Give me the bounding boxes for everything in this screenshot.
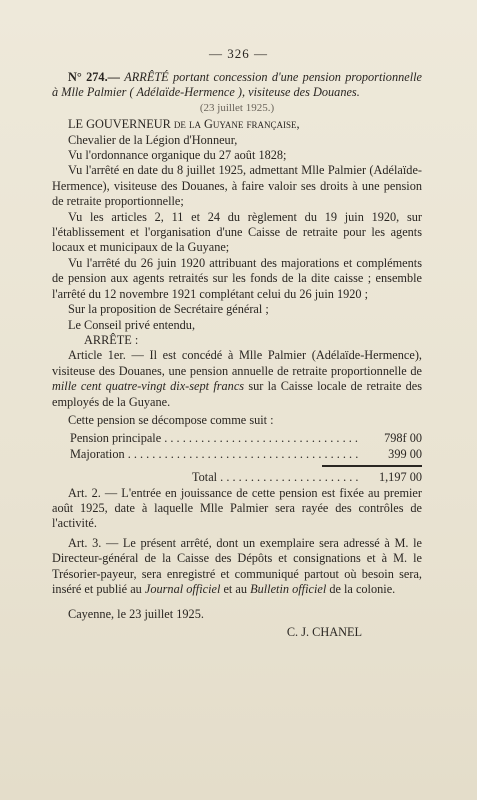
vu-arrete-admission: Vu l'arrêté en date du 8 juillet 1925, admettant Mlle Palmier (Adélaïde-Hermence), visiteuse des Douanes, à faire valoir ses droits à une pension de retraite proportionnelle; <box>52 163 422 209</box>
chevalier-line: Chevalier de la Légion d'Honneur, <box>68 132 238 147</box>
article-1-amount: mille cent quatre-vingt dix-sept francs <box>52 379 245 394</box>
journal-officiel: Journal officiel <box>144 582 221 596</box>
total-label: Total . . . <box>192 470 360 485</box>
article-2: Art. 2. — L'entrée en jouissance de cette pension est fixée au premier août 1925, date à laquelle Mlle Palmier sera rayée des contrôles de l'activité. <box>52 485 422 531</box>
article-3-text: Art. 3. — Le présent arrêté, dont un exemplaire sera adressé à M. le Directeur-général de la Caisse des Dépôts et consignations et à M. le Trésorier-payeur, sera enregistré et communiqué partout où besoin sera, inséré et publié au <box>52 535 422 596</box>
heading-title: ARRÊTÉ portant concession d'une pension proportionnelle à Mlle Palmier ( Adélaïde-Hermence ), visiteuse des Douanes. <box>52 70 422 100</box>
breakdown-label: Pension principale . . . <box>70 431 360 446</box>
breakdown-value: 798f 00 <box>384 431 422 446</box>
article-1-end: sur la Caisse locale de retraite des employés de la Guyane. <box>52 379 422 409</box>
heading <box>52 70 422 101</box>
article-3-end: de la colonie. <box>326 582 396 596</box>
place-date: Cayenne, le 23 juillet 1925. <box>68 607 204 622</box>
document-body <box>52 70 422 640</box>
total-row <box>52 470 422 485</box>
signature: C. J. CHANEL <box>286 624 362 639</box>
total-rule <box>322 465 422 467</box>
bulletin-officiel: Bulletin officiel <box>250 582 327 596</box>
heading-date: (23 juillet 1925.) <box>199 101 275 114</box>
total-value: 1,197 00 <box>378 470 422 485</box>
breakdown-value: 399 00 <box>388 446 422 461</box>
breakdown-row <box>52 447 422 462</box>
breakdown-row <box>52 431 422 446</box>
article-1-start: Article 1er. — Il est concédé à Mlle Palmier (Adélaïde-Hermence), visiteuse des Douanes, une pension annuelle de retraite proportionnelle de <box>52 348 422 378</box>
vu-ordonnance: Vu l'ordonnance organique du 27 août 1828; <box>68 148 287 163</box>
gouverneur-line: LE GOUVERNEUR de la Guyane française, <box>68 117 300 132</box>
decompose-line: Cette pension se décompose comme suit : <box>68 412 274 427</box>
article-1 <box>52 348 422 410</box>
article-3 <box>52 536 422 598</box>
conseil-entendu: Le Conseil privé entendu, <box>68 317 196 332</box>
page-number: — 326 — <box>209 46 268 61</box>
article-3-and: et au <box>220 582 251 596</box>
heading-number: N° 274.— <box>68 70 120 84</box>
vu-articles: Vu les articles 2, 11 et 24 du règlement du 19 juin 1920, sur l'établissement et l'organisation d'une Caisse de retraite pour les agents locaux et municipaux de la Guyane; <box>52 209 422 255</box>
vu-arrete-majorations: Vu l'arrêté du 26 juin 1920 attribuant des majorations et compléments de pension aux agents retraités sur les fonds de la dite caisse ; ensemble l'arrêté du 12 novembre 1921 complétant celui du 26 juin 1920 ; <box>52 255 422 301</box>
breakdown-label: Majoration . . . <box>70 447 360 462</box>
arrete-label: ARRÊTE : <box>84 332 139 347</box>
sur-proposition: Sur la proposition de Secrétaire général ; <box>68 302 269 317</box>
